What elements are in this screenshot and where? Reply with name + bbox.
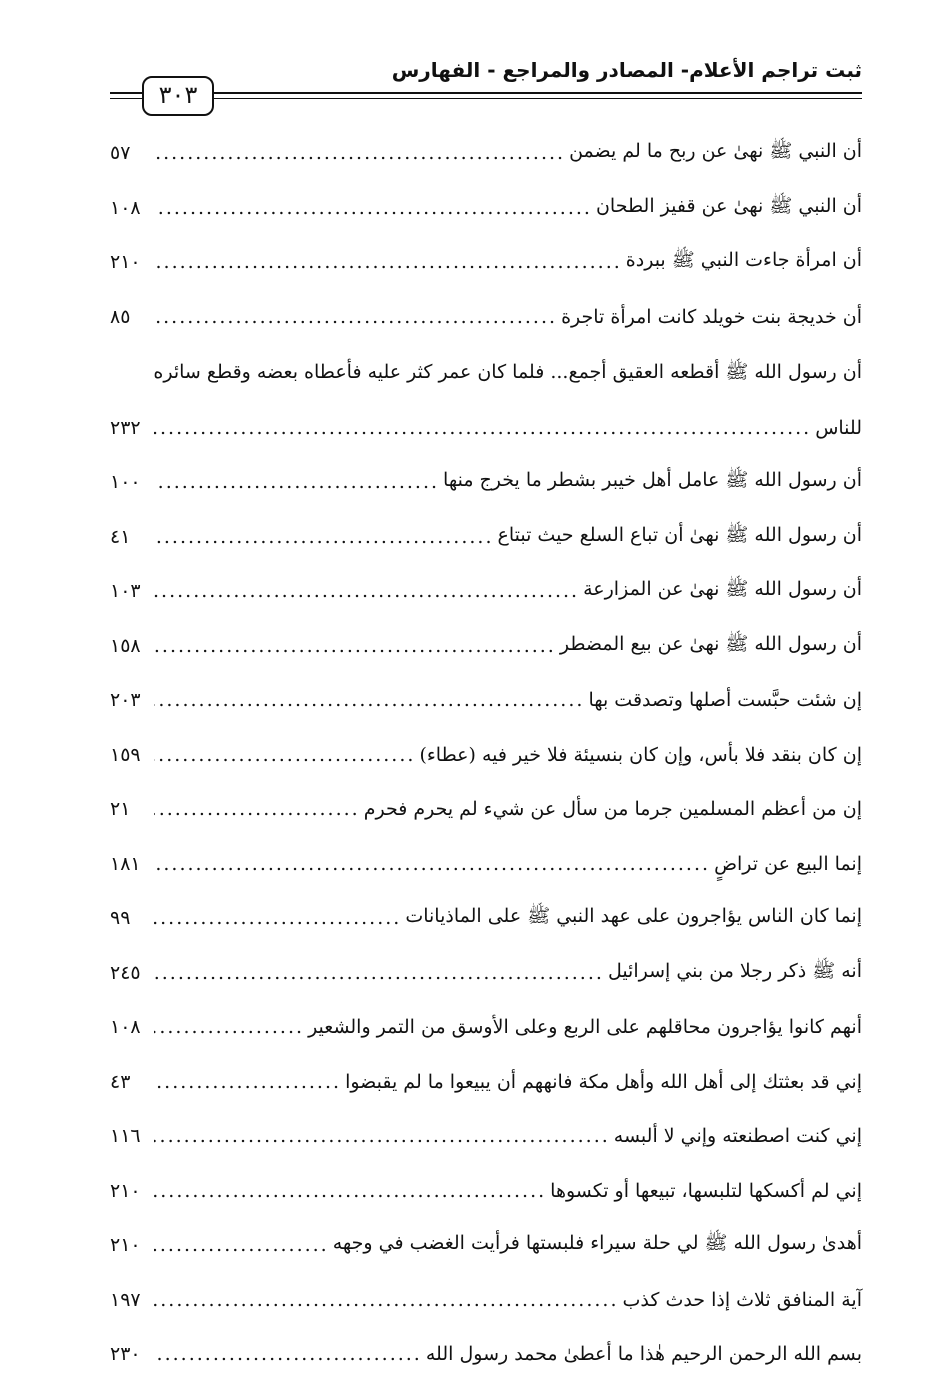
entry-text: إني قد بعثتك إلى أهل الله وأهل مكة فانههم أن يبيعوا ما لم يقبضوا	[345, 1070, 862, 1093]
entry-text: أهدىٰ رسول الله ﷺ لي حلة سيراء فلبستها فرأيت الغضب في وجهه	[332, 1232, 862, 1255]
page-header	[110, 58, 862, 118]
leader-dots	[154, 251, 622, 273]
header-rule	[110, 92, 862, 94]
entry-text: أن النبي ﷺ نهىٰ عن قفيز الطحان	[595, 194, 862, 217]
leader-dots	[154, 907, 401, 929]
entry-page: ٥٧	[110, 142, 131, 165]
entry-text: إن كان بنقد فلا بأس، وإن كان بنسيئة فلا خير فيه (عطاء)	[419, 743, 862, 766]
entry-page: ٢٠٣	[110, 689, 141, 712]
entry-page: ١٠٨	[110, 1016, 141, 1039]
leader-dots	[154, 1071, 341, 1093]
entry-page: ٩٩	[110, 907, 131, 930]
index-entry	[110, 510, 862, 565]
entry-text: أن رسول الله ﷺ عامل أهل خيبر بشطر ما يخرج منها	[443, 469, 862, 492]
entry-text: إنما كان الناس يؤاجرون على عهد النبي ﷺ على الماذيانات	[405, 905, 862, 928]
entry-page: ٢١٠	[110, 251, 141, 274]
entry-text: أن امرأة جاءت النبي ﷺ ببردة	[625, 249, 862, 272]
index-entry-multiline	[110, 344, 862, 455]
entry-page: ٢١٠	[110, 1234, 141, 1257]
leader-dots	[154, 1180, 546, 1202]
entry-page: ٢٣٠	[110, 1343, 141, 1366]
index-entry	[110, 837, 862, 892]
index-entry	[110, 126, 862, 181]
index-list	[110, 126, 862, 1382]
index-entry	[110, 235, 862, 290]
running-title: ثبت تراجم الأعلام- المصادر والمراجع - الفهارس	[391, 58, 862, 82]
index-entry	[110, 290, 862, 345]
leader-dots	[154, 1016, 304, 1038]
entry-page: ٨٥	[110, 305, 131, 328]
entry-page: ١٥٩	[110, 743, 141, 766]
index-entry	[110, 673, 862, 728]
leader-dots	[154, 417, 811, 439]
entry-text: أن رسول الله ﷺ نهىٰ عن المزارعة	[583, 578, 862, 601]
index-entry	[110, 181, 862, 236]
entry-text: أنهم كانوا يؤاجرون محاقلهم على الربع وعلى الأوسق من التمر والشعير	[308, 1016, 862, 1039]
entry-page: ١٥٨	[110, 634, 141, 657]
entry-text: أنه ﷺ ذكر رجلا من بني إسرائيل	[607, 959, 862, 982]
entry-page: ١٠٠	[110, 471, 141, 494]
leader-dots	[154, 471, 439, 493]
leader-dots	[154, 853, 710, 875]
entry-text: أن رسول الله ﷺ نهىٰ أن تباع السلع حيث تبتاع	[497, 523, 862, 546]
leader-dots	[154, 962, 604, 984]
entry-text-continued: للناس	[815, 416, 862, 439]
index-entry	[110, 564, 862, 619]
entry-text: إني كنت اصطنعته وإني لا ألبسه	[613, 1125, 862, 1148]
leader-dots	[154, 798, 360, 820]
entry-text: أن خديجة بنت خويلد كانت امرأة تاجرة	[561, 305, 862, 328]
index-entry	[110, 1218, 862, 1273]
index-entry	[110, 946, 862, 1001]
entry-text: أن رسول الله ﷺ أقطعه العقيق أجمع... فلما كان عمر كثر عليه فأعطاه بعضه وقطع سائره	[153, 361, 862, 383]
leader-dots	[154, 306, 557, 328]
index-entry	[110, 1000, 862, 1055]
entry-text: أن النبي ﷺ نهىٰ عن ربح ما لم يضمن	[569, 140, 862, 163]
index-entry	[110, 1273, 862, 1328]
leader-dots	[154, 1343, 422, 1365]
page-number: ٣٠٣	[142, 76, 214, 116]
entry-text: إنما البيع عن تراضٍ	[714, 852, 862, 875]
entry-text: إني لم أكسكها لتلبسها، تبيعها أو تكسوها	[550, 1179, 862, 1202]
leader-dots	[154, 580, 579, 602]
leader-dots	[154, 142, 565, 164]
leader-dots	[154, 635, 556, 657]
entry-page: ١٠٨	[110, 196, 141, 219]
leader-dots	[154, 1289, 619, 1311]
header-rule-thin	[110, 98, 862, 99]
entry-page: ٢٤٥	[110, 961, 141, 984]
entry-text: إن شئت حبَّست أصلها وتصدقت بها	[588, 689, 862, 712]
entry-page: ١٠٣	[110, 580, 141, 603]
entry-text: بسم الله الرحمن الرحيم هٰذا ما أعطىٰ محمد رسول الله	[425, 1343, 862, 1366]
entry-text: أن رسول الله ﷺ نهىٰ عن بيع المضطر	[559, 632, 862, 655]
entry-page: ١٨١	[110, 852, 141, 875]
index-entry	[110, 1055, 862, 1110]
entry-page: ٤٣	[110, 1070, 131, 1093]
index-entry	[110, 1109, 862, 1164]
entry-page: ١٩٧	[110, 1288, 141, 1311]
entry-text: إن من أعظم المسلمين جرما من سأل عن شيء لم يحرم فحرم	[363, 798, 862, 821]
index-entry	[110, 728, 862, 783]
index-entry	[110, 619, 862, 674]
index-entry	[110, 782, 862, 837]
leader-dots	[154, 526, 494, 548]
entry-page: ٢٣٢	[110, 416, 141, 439]
leader-dots	[154, 197, 592, 219]
leader-dots	[154, 1125, 610, 1147]
index-entry	[110, 455, 862, 510]
index-entry	[110, 1164, 862, 1219]
index-entry	[110, 1327, 862, 1382]
leader-dots	[154, 1234, 329, 1256]
index-entry	[110, 891, 862, 946]
entry-continuation	[110, 400, 862, 455]
entry-text: آية المنافق ثلاث إذا حدث كذب	[622, 1288, 862, 1311]
leader-dots	[154, 744, 415, 766]
entry-page: ٤١	[110, 525, 131, 548]
entry-page: ٢١٠	[110, 1179, 141, 1202]
entry-page: ١١٦	[110, 1125, 141, 1148]
leader-dots	[154, 689, 584, 711]
entry-page: ٢١	[110, 798, 131, 821]
